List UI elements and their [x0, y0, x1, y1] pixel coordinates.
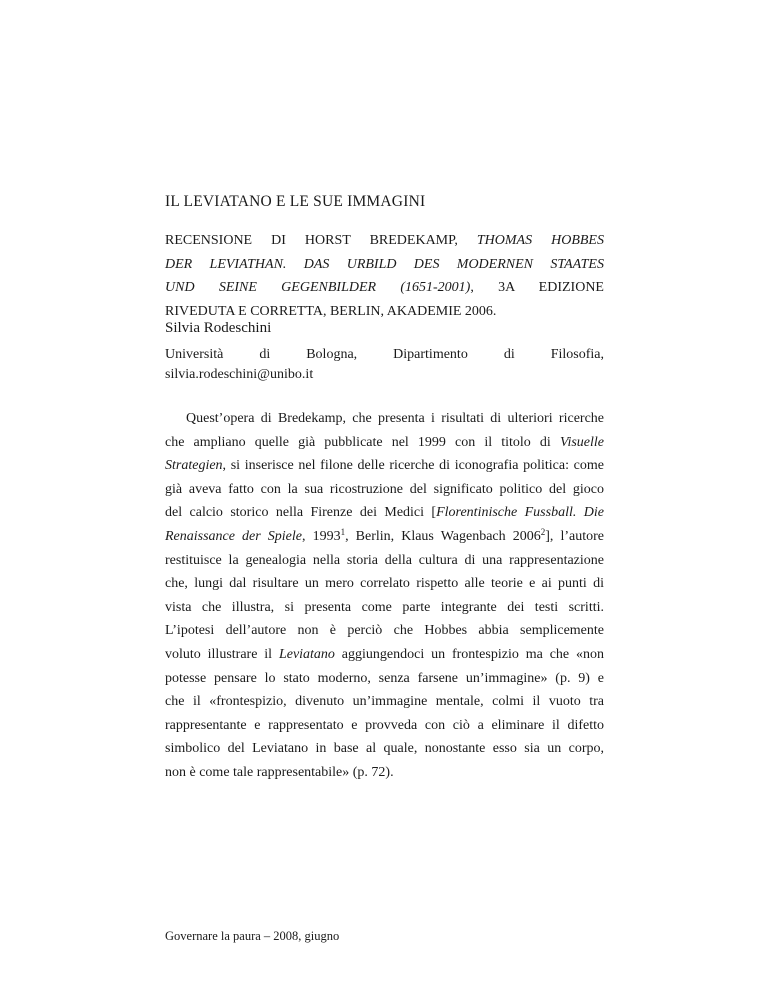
body-text-segment: rappresentante e rappresentato e provveda con ciò a eliminare il difetto: [165, 717, 604, 733]
footnote-superscript: 1: [340, 526, 346, 537]
body-text-segment: ], l’autore: [545, 528, 604, 544]
body-text-segment: potesse pensare lo stato moderno, senza farsene un’immagine» (p. 9) e: [165, 670, 604, 686]
page-footer: Governare la paura – 2008, giugno: [165, 929, 340, 943]
body-text-segment: , si inserisce nel filone delle ricerche di iconografia politica: come: [222, 458, 604, 474]
body-line: [165, 714, 604, 738]
body-text-segment: che ampliano quelle già pubblicate nel 1999 con il titolo di: [165, 434, 560, 450]
body-line: [165, 643, 604, 667]
body-text-segment: vista che illustra, si presenta come parte integrante dei testi scritti.: [165, 599, 604, 615]
body-text-segment: aggiungendoci un frontespizio ma che «non: [334, 646, 604, 662]
body-line: [165, 407, 604, 431]
body-line: [165, 478, 604, 502]
italic-text: Renaissance der Spiele: [165, 528, 302, 544]
subtitle-line: RIVEDUTA E CORRETTA, BERLIN, AKADEMIE 2006.: [165, 303, 497, 319]
body-line: [165, 549, 604, 573]
footnote-superscript: 2: [540, 526, 546, 537]
body-line: [165, 619, 604, 643]
body-paragraph: [165, 407, 604, 785]
body-line: [165, 690, 604, 714]
body-line: [165, 525, 604, 549]
subtitle-line: DER LEVIATHAN. DAS URBILD DES MODERNEN STAATES: [165, 256, 604, 272]
author-name: Silvia Rodeschini: [165, 320, 272, 336]
body-text-segment: non è come tale rappresentabile» (p. 72).: [165, 764, 394, 780]
body-text-segment: simbolico del Leviatano in base al quale, nonostante esso sia un corpo,: [165, 741, 604, 757]
author-email: silvia.rodeschini@unibo.it: [165, 366, 314, 382]
body-line: [165, 737, 604, 761]
italic-text: Visuelle: [559, 434, 604, 450]
author-affiliation: [165, 345, 604, 384]
body-line: [165, 596, 604, 620]
affiliation-text: Università di Bologna, Dipartimento di Filosofia,: [165, 347, 604, 362]
body-line: [165, 431, 604, 455]
italic-text: Strategien: [165, 458, 223, 474]
body-text-segment: restituisce la genealogia nella storia della cultura di una rappresentazione: [165, 552, 604, 568]
body-line: [165, 572, 604, 596]
body-text-segment: , 1993: [302, 528, 341, 544]
article-subtitle: [165, 229, 604, 323]
body-line: [165, 454, 604, 478]
body-text-segment: L’ipotesi dell’autore non è perciò che Hobbes abbia semplicemente: [165, 623, 604, 639]
body-text-segment: che, lungi dal risultare un mero correlato rispetto alle teorie e ai punti di: [165, 576, 604, 592]
italic-text: Leviatano: [278, 646, 335, 662]
subtitle-line: RECENSIONE DI HORST BREDEKAMP, THOMAS HOBBES: [165, 233, 604, 248]
body-line: [165, 761, 604, 785]
body-text-segment: del calcio storico nella Firenze dei Medici [: [165, 505, 437, 521]
body-line: [165, 667, 604, 691]
body-text-segment: già aveva fatto con la sua ricostruzione del significato politico del gioco: [165, 481, 604, 497]
body-text-segment: Quest’opera di Bredekamp, che presenta i risultati di ulteriori ricerche: [186, 411, 604, 426]
italic-text: Florentinische Fussball. Die: [436, 505, 604, 521]
body-text-segment: , Berlin, Klaus Wagenbach 2006: [345, 528, 541, 544]
body-text-segment: voluto illustrare il: [165, 646, 279, 662]
article-title: IL LEVIATANO E LE SUE IMMAGINI: [165, 193, 426, 210]
subtitle-line: UND SEINE GEGENBILDER (1651-2001), 3A EDIZIONE: [165, 280, 604, 295]
body-line: [165, 501, 604, 525]
body-text-segment: che il «frontespizio, divenuto un’immagine mentale, colmi il vuoto tra: [165, 694, 604, 710]
